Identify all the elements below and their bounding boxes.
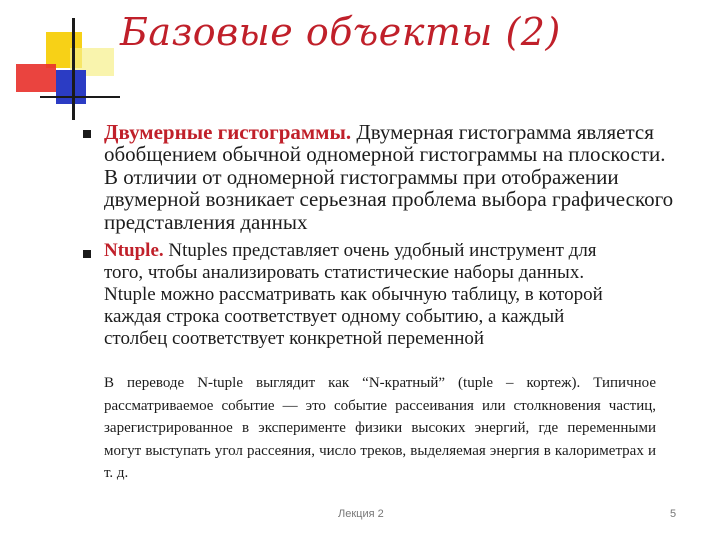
bullet-marker — [83, 250, 91, 258]
bullet-marker — [83, 130, 91, 138]
bullet-lead: Ntuple. — [104, 240, 164, 261]
decorative-squares-logo — [0, 0, 120, 120]
bullet-paragraph-ntuple — [104, 240, 604, 350]
note-paragraph: В переводе N-tuple выглядит как “N-кратный” (tuple – кортеж). Типичное рассматриваемое событие — это событие рассеивания или столкновения частиц, зарегистрированное в эксперименте физики высоких энергий, где переменными могут выступать угол рассеяния, число треков, выделяемая энергия в калориметрах и т. д. — [104, 375, 656, 481]
footer-lecture: Лекция 2 — [338, 508, 384, 520]
page-number: 5 — [670, 508, 677, 520]
bullet-paragraph-histograms — [104, 121, 684, 233]
bullet-text: Двумерная гистограмма является обобщением обычной одномерной гистограммы на плоскости. В отличии от одномерной гистограммы при отображении двумерной возникает серьезная проблема выбора графического представления данных — [104, 120, 674, 234]
slide-title: Базовые объекты (2) — [120, 10, 561, 54]
bullet-text: Ntuples представляет очень удобный инструмент для того, чтобы анализировать статистические наборы данных. Ntuple можно рассматривать как обычную таблицу, в которой каждая строка соответствует одному событию, а каждый столбец соответствует конкретной переменной — [104, 240, 603, 349]
bullet-lead: Двумерные гистограммы. — [104, 120, 352, 144]
